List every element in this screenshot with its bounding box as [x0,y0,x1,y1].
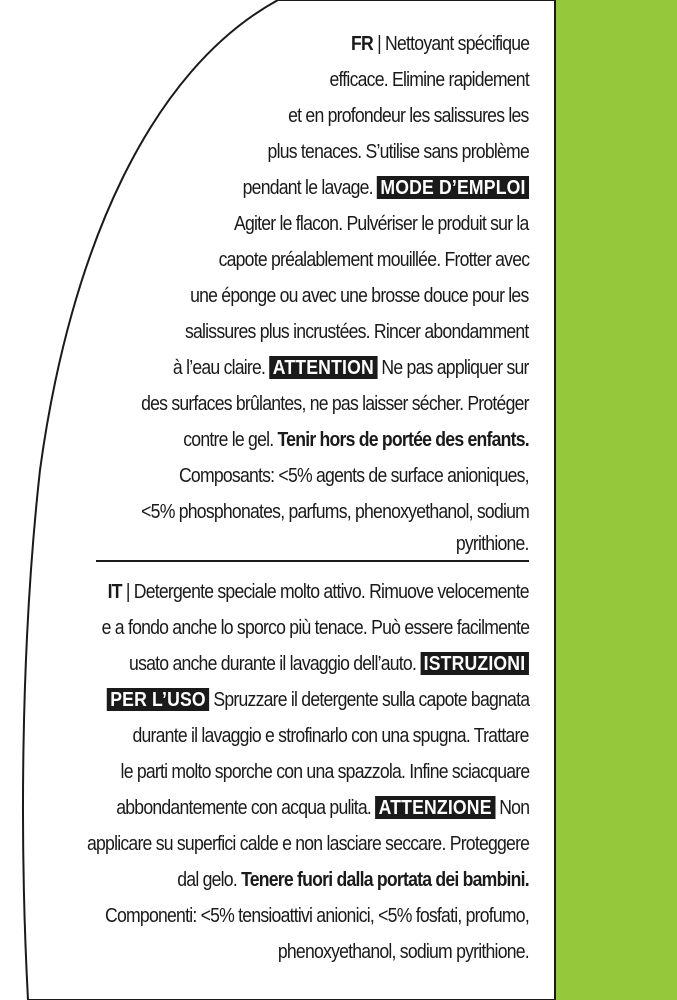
fr-children-warning: Tenir hors de portée des enfants. [277,428,529,451]
fr-line-4: plus tenaces. S’utilise sans problème [267,140,529,163]
it-attenzione-heading: ATTENZIONE [375,796,495,819]
it-line-7: abbondantemente con acqua pulita. ATTENZIONE Non [115,796,529,819]
it-istruzioni-heading: ISTRUZIONI [420,652,529,675]
it-children-warning: Tenere fuori dalla portata dei bambini. [241,868,529,891]
fr-line-11: des surfaces brûlantes, ne pas laisser sécher. Protéger [141,392,529,415]
fr-attention-heading: ATTENTION [270,356,378,379]
it-per-uso-heading: PER L’USO [107,688,209,711]
fr-line-1: FR | Nettoyant spécifique [350,32,529,55]
fr-line-3: et en profondeur les salissures les [288,104,529,127]
fr-line-12: contre le gel. Tenir hors de portée des enfants. [183,428,529,451]
it-line-9: dal gelo. Tenere fuori dalla portata dei bambini. [177,868,529,891]
fr-line-10: à l’eau claire. ATTENTION Ne pas appliquer sur [173,356,529,379]
it-line-3: usato anche durante il lavaggio dell’auto. ISTRUZIONI [129,646,529,682]
section-divider [96,560,529,562]
fr-line-5: pendant le lavage. MODE D’EMPLOI [243,170,529,206]
fr-line-8: une éponge ou avec une brosse douce pour les [190,284,529,307]
fr-line-15: pyrithione. [456,532,529,555]
it-line-4: PER L’USO Spruzzare il detergente sulla capote bagnata [107,682,529,718]
it-line-11: phenoxyethanol, sodium pyrithione. [277,940,529,963]
it-line-5: durante il lavaggio e strofinarlo con una spugna. Trattare [132,724,529,747]
it-line-6: le parti molto sporche con una spazzola. Infine sciacquare [120,760,529,783]
fr-line-2: efficace. Elimine rapidement [329,68,529,91]
it-line-2: e a fondo anche lo sporco più tenace. Può essere facilmente [101,616,529,639]
fr-mode-emploi-heading: MODE D’EMPLOI [377,176,529,199]
fr-line-7: capote préalablement mouillée. Frotter avec [218,248,529,271]
fr-line-6: Agiter le flacon. Pulvériser le produit sur la [234,212,529,235]
it-line-1: IT | Detergente speciale molto attivo. Rimuove velocemente [107,580,529,603]
fr-line-14: <5% phosphonates, parfums, phenoxyethanol, sodium [141,500,529,523]
it-line-10: Componenti: <5% tensioattivi anionici, <5% fosfati, profumo, [105,904,529,927]
it-line-8: applicare su superfici calde e non lasciare seccare. Proteggere [86,832,529,855]
fr-line-9: salissures plus incrustées. Rincer abondamment [185,320,529,343]
fr-line-13: Composants: <5% agents de surface anioniques, [179,464,529,487]
fr-lang-code: FR [350,32,373,55]
it-lang-code: IT [107,580,122,603]
